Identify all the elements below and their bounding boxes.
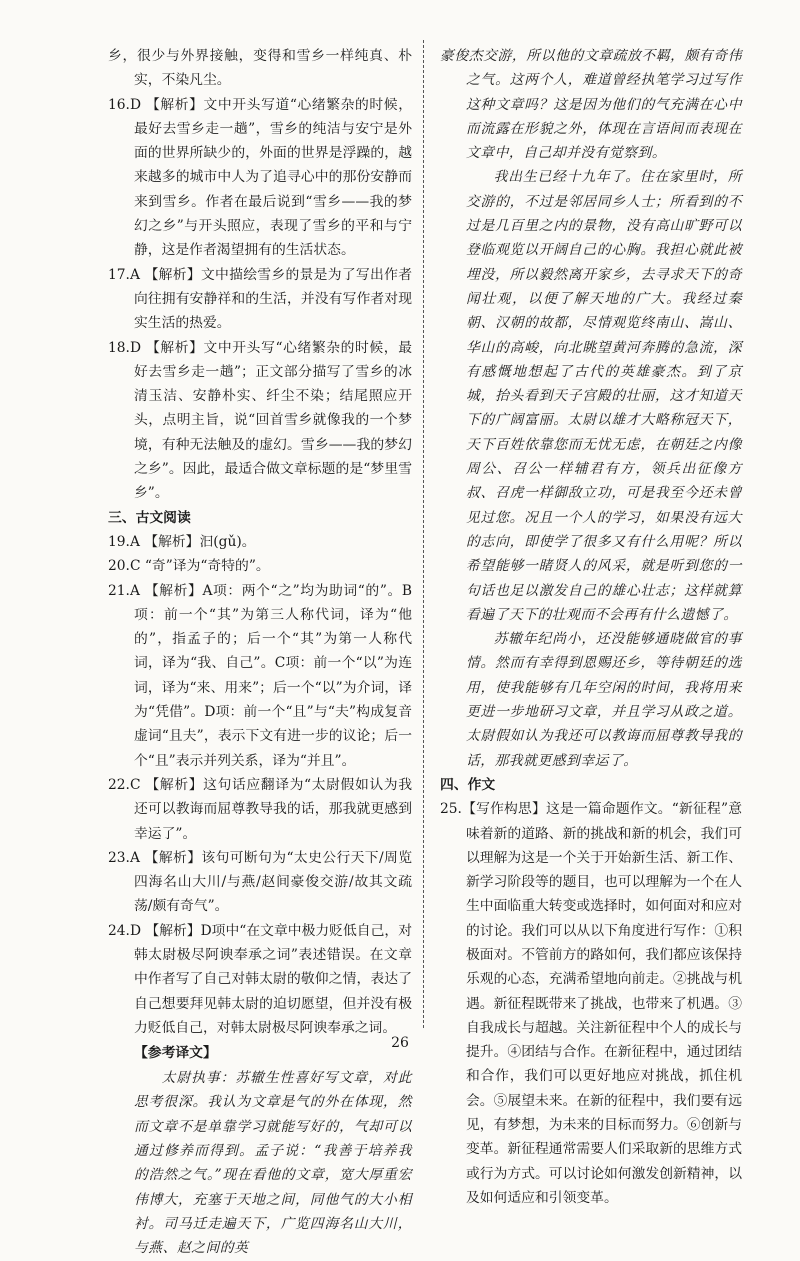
- left-paragraph: 17.A 【解析】文中描绘雪乡的景是为了写出作者向往拥有安静祥和的生活，并没有写作者对现实生活的热爱。: [108, 266, 412, 332]
- left-paragraph: 22.C 【解析】这句话应翻译为“太尉假如认为我还可以教诲而屈尊教导我的话，那我就更感到幸运了”。: [108, 776, 412, 842]
- column-divider: [423, 40, 424, 1028]
- right-paragraph: 四、作文: [440, 776, 496, 793]
- right-paragraph: 25.【写作构思】这是一篇命题作文。“新征程”意味着新的道路、新的挑战和新的机会，我们可以理解为这是一个关于开始新生活、新工作、新学习阶段等的题目，也可以理解为一个在人生中面临重大转变或选择时，如何面对和应对的讨论。我们可以从以下角度进行写作：①积极面对。不管前方的路如何，我们都应该保持乐观的心态，充满希望地向前走。②挑战与机遇。新征程既带来了挑战，也带来了机遇。③自我成长与超越。关注新征程中个人的成长与提升。④团结与合作。在新征程中，通过团结和合作，我们可以更好地应对挑战，抓住机会。⑤展望未来。在新的征程中，我们要有远见，有梦想，为未来的目标而努力。⑥创新与变革。新征程通常需要人们采取新的思维方式或行为方式。可以讨论如何激发创新精神，以及如何适应和引领变革。: [440, 801, 742, 1206]
- right-paragraph: 豪俊杰交游，所以他的文章疏放不羁，颇有奇伟之气。这两个人，难道曾经执笔学习过写作这种文章吗？这是因为他们的气充满在心中而流露在形貌之外，体现在言语间而表现在文章中，自己却并没有觉察到。: [440, 48, 742, 162]
- left-paragraph: 太尉执事：苏辙生性喜好写文章，对此思考很深。我认为文章是气的外在体现，然而文章不是单靠学习就能写好的，气却可以通过修养而得到。孟子说：“我善于培养我的浩然之气。”现在看他的文章，宽大厚重宏伟博大，充塞于天地之间，同他气的大小相衬。司马迁走遍天下，广览四海名山大川，与燕、赵之间的英: [134, 1070, 412, 1257]
- left-paragraph: 乡，很少与外界接触，变得和雪乡一样纯真、朴实，不染凡尘。: [108, 48, 412, 89]
- left-paragraph: 19.A 【解析】汩(gǔ)。: [108, 533, 256, 550]
- left-paragraph: 23.A 【解析】该句可断句为“太史公行天下/周览四海名山大川/与燕/赵间豪俊交游/故其文疏荡/颇有奇气”。: [108, 849, 412, 915]
- right-paragraph: 我出生已经十九年了。住在家里时，所交游的，不过是邻居同乡人士；所看到的不过是几百里之内的景物，没有高山旷野可以登临观览以开阔自己的心胸。我担心就此被埋没，所以毅然离开家乡，去寻求天下的奇闻壮观，以便了解天地的广大。我经过秦朝、汉朝的故都，尽情观览终南山、嵩山、华山的高峻，向北眺望黄河奔腾的急流，深有感慨地想起了古代的英雄豪杰。到了京城，抬头看到天子宫殿的壮丽，这才知道天下的广阔富丽。太尉以雄才大略称冠天下，天下百姓依靠您而无忧无虑，在朝廷之内像周公、召公一样辅君有方，领兵出征像方叔、召虎一样御敌立功，可是我至今还未曾见过您。况且一个人的学习，如果没有远大的志向，即使学了很多又有什么用呢？所以希望能够一睹贤人的风采，就是听到您的一句话也足以激发自己的雄心壮志；这样就算看遍了天下的壮观而不会再有什么遗憾了。: [466, 169, 742, 623]
- left-paragraph: 三、古文阅读: [108, 509, 191, 526]
- right-paragraph: 苏辙年纪尚小，还没能够通晓做官的事情。然而有幸得到恩赐还乡，等待朝廷的选用，使我能够有几年空闲的时间，我将用来更进一步地研习文章，并且学习从政之道。太尉假如认为我还可以教诲而屈尊教导我的话，那我就更感到幸运了。: [466, 631, 742, 769]
- left-paragraph: 【参考译文】: [134, 1045, 217, 1062]
- left-paragraph: 16.D 【解析】文中开头写道“心绪繁杂的时候，最好去雪乡走一趟”，雪乡的纯洁与安宁是外面的世界所缺少的，外面的世界是浮躁的，越来越多的城市中人为了追寻心中的那份安静而来到雪乡。作者在最后说到“雪乡——我的梦幻之乡”与开头照应，表现了雪乡的平和与宁静，这是作者渴望拥有的生活状态。: [108, 96, 412, 259]
- left-paragraph: 20.C “奇”译为“奇特的”。: [108, 558, 270, 575]
- left-paragraph: 21.A 【解析】A项：两个“之”均为助词“的”。B项：前一个“其”为第三人称代词，译为“他的”，指孟子的；后一个“其”为第一人称代词，译为“我、自己”。C项：前一个“以”为连词，译为“来、用来”；后一个“以”为介词，译为“凭借”。D项：前一个“且”与“夫”构成复音虚词“且夫”，表示下文有进一步的议论；后一个“且”表示并列关系，译为“并且”。: [108, 582, 412, 769]
- page-number: 26: [391, 1035, 409, 1051]
- left-column: [108, 44, 412, 1261]
- left-paragraph: 24.D 【解析】D项中“在文章中极力贬低自己，对韩太尉极尽阿谀奉承之词”表述错误。在文章中作者写了自己对韩太尉的敬仰之情，表达了自己想要拜见韩太尉的迫切愿望，但并没有极力贬低自己，对韩太尉极尽阿谀奉承之词。: [108, 922, 412, 1036]
- left-paragraph: 18.D 【解析】文中开头写“心绪繁杂的时候，最好去雪乡走一趟”；正文部分描写了雪乡的冰清玉洁、安静朴实、纤尘不染；结尾照应开头，点明主旨，说“回首雪乡就像我的一个梦境，有种无法触及的虚幻。雪乡——我的梦幻之乡”。因此，最适合做文章标题的是“梦里雪乡”。: [108, 339, 412, 502]
